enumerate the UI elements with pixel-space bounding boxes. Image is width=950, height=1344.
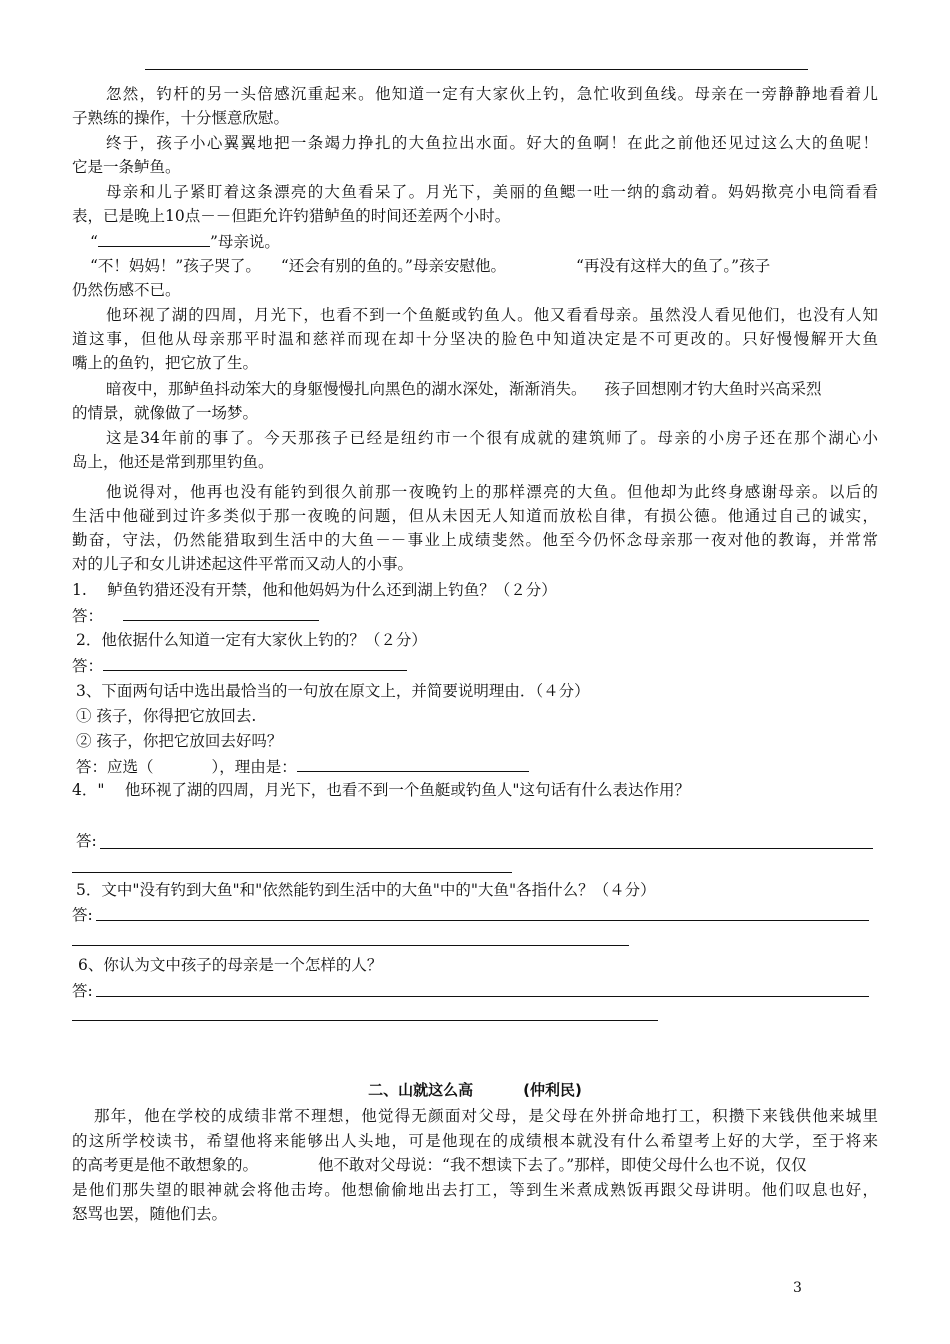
quote-open: “: [90, 233, 98, 251]
dialogue-child-2: “再没有这样大的鱼了。”孩子: [575, 257, 771, 275]
question-4: 4．" 他环视了湖的四周，月光下，也看不到一个鱼艇或钓鱼人"这句话有什么表达作用？: [72, 781, 691, 799]
story-line: 表，已是晚上10点－－但距允许钓猎鲈鱼的时间还差两个小时。: [72, 207, 511, 225]
answer-line[interactable]: [96, 920, 869, 921]
answer-label: 答：应选（: [76, 758, 154, 776]
answer-blank[interactable]: [123, 603, 319, 621]
section-author: (仲利民): [523, 1081, 582, 1099]
answer-line[interactable]: [100, 848, 873, 849]
story-line: 生活中他碰到过许多类似于那一夜晚的问题，但从未因无人知道而放松自律，有损公德。他通过自己的诚实，: [72, 507, 878, 525]
answer-label: 答：: [72, 607, 104, 625]
story-line: 道这事，但他从母亲那平时温和慈祥而现在却十分坚决的脸色中知道决定是不可更改的。只好慢慢解开大鱼: [72, 330, 878, 348]
story-line: [72, 229, 878, 253]
section-line: [72, 1153, 878, 1177]
story-line: 子熟练的操作，十分惬意欣慰。: [72, 109, 290, 127]
question-1: 1. 鲈鱼钓猎还没有开禁，他和他妈妈为什么还到湖上钓鱼？（２分）: [72, 581, 557, 599]
answer-label: 答：: [72, 657, 104, 675]
answer-label: ），理由是：: [211, 758, 297, 776]
answer-6-label: 答:: [72, 982, 93, 1000]
story-line: 嘴上的鱼钓，把它放了生。: [72, 354, 259, 372]
story-line: 忽然，钓杆的另一头倍感沉重起来。他知道一定有大家伙上钓，急忙收到鱼线。母亲在一旁静静地看着儿: [106, 85, 878, 103]
answer-4-label: 答:: [76, 832, 97, 850]
answer-blank[interactable]: [297, 754, 529, 772]
question-2: 2．他依据什么知道一定有大家伙上钓的？（２分）: [76, 631, 427, 649]
question-3-option-2: ② 孩子，你把它放回去好吗？: [76, 732, 283, 750]
dialogue-mother: “还会有别的鱼的。”母亲安慰他。: [280, 257, 506, 275]
section-title: 二、山就这么高: [368, 1081, 474, 1099]
story-line: 他环视了湖的四周，月光下，也看不到一个鱼艇或钓鱼人。他又看看母亲。虽然没人看见他们，也没有人知: [106, 306, 878, 324]
section-line: 那年，他在学校的成绩非常不理想，他觉得无颜面对父母，是父母在外拼命地打工，积攒下来钱供他来城里: [94, 1107, 878, 1125]
story-line: [72, 377, 878, 401]
story-line: 母亲和儿子紧盯着这条漂亮的大鱼看呆了。月光下，美丽的鱼鳃一吐一纳的翕动着。妈妈揿亮小电筒看看: [106, 183, 878, 201]
story-line: 仍然伤感不已。: [72, 281, 181, 299]
section-segment: 他不敢对父母说：“我不想读下去了。”那样，即使父母什么也不说，仅仅: [318, 1156, 807, 1174]
page-number: 3: [793, 1280, 802, 1296]
section-line: 的这所学校读书，希望他将来能够出人头地，可是他现在的成绩根本就没有什么希望考上好的大学，至于将来: [72, 1132, 878, 1150]
section-heading: [72, 1078, 878, 1102]
question-3: 3、下面两句话中选出最恰当的一句放在原文上，并简要说明理由．（４分）: [76, 682, 590, 700]
story-line: 这是34年前的事了。今天那孩子已经是纽约市一个很有成就的建筑师了。母亲的小房子还在那个湖心小: [106, 429, 878, 447]
story-line: 它是一条鲈鱼。: [72, 158, 181, 176]
story-line: [72, 254, 878, 278]
story-line: 终于，孩子小心翼翼地把一条竭力挣扎的大鱼拉出水面。好大的鱼啊！在此之前他还见过这么大的鱼呢！: [106, 134, 878, 152]
story-segment: 暗夜中，那鲈鱼抖动笨大的身躯慢慢扎向黑色的湖水深处，渐渐消失。: [106, 380, 587, 398]
section-line: 是他们那失望的眼神就会将他击垮。他想偷偷地出去打工，等到生米煮成熟饭再跟父母讲明。他们叹息也好，: [72, 1181, 878, 1199]
answer-line[interactable]: [72, 1020, 658, 1021]
story-line: 他说得对，他再也没有能钓到很久前那一夜晚钓上的那样漂亮的大鱼。但他却为此终身感谢母亲。以后的: [106, 483, 878, 501]
question-6: 6、你认为文中孩子的母亲是一个怎样的人？: [78, 956, 383, 974]
answer-blank[interactable]: [103, 653, 407, 671]
answer-5-label: 答:: [72, 906, 93, 924]
dialogue-child: “不！妈妈！”孩子哭了。: [90, 257, 261, 275]
story-segment: 孩子回想刚才钓大鱼时兴高采烈: [604, 380, 822, 398]
answer-line[interactable]: [72, 945, 629, 946]
story-line: 的情景，就像做了一场梦。: [72, 404, 259, 422]
answer-line[interactable]: [96, 996, 869, 997]
answer-1: [72, 603, 878, 627]
question-5: 5．文中"没有钓到大鱼"和"依然能钓到生活中的大鱼"中的"大鱼"各指什么？（４分）: [76, 881, 656, 899]
answer-2: [72, 653, 878, 677]
quote-close: ”母亲说。: [209, 233, 280, 251]
story-line: 岛上，他还是常到那里钓鱼。: [72, 453, 274, 471]
story-line: 对的儿子和女儿讲述起这件平常而又动人的小事。: [72, 555, 414, 573]
question-3-option-1: ① 孩子，你得把它放回去.: [76, 707, 257, 725]
answer-line[interactable]: [72, 872, 512, 873]
section-segment: 的高考更是他不敢想象的。: [72, 1156, 259, 1174]
answer-3: [72, 754, 878, 778]
fill-in-blank[interactable]: [98, 229, 210, 247]
header-rule: [145, 69, 808, 70]
section-line: 怒骂也罢，随他们去。: [72, 1205, 228, 1223]
story-line: 勤奋，守法，仍然能猎取到生活中的大鱼－－事业上成绩斐然。他至今仍怀念母亲那一夜对他的教诲，并常常: [72, 531, 878, 549]
